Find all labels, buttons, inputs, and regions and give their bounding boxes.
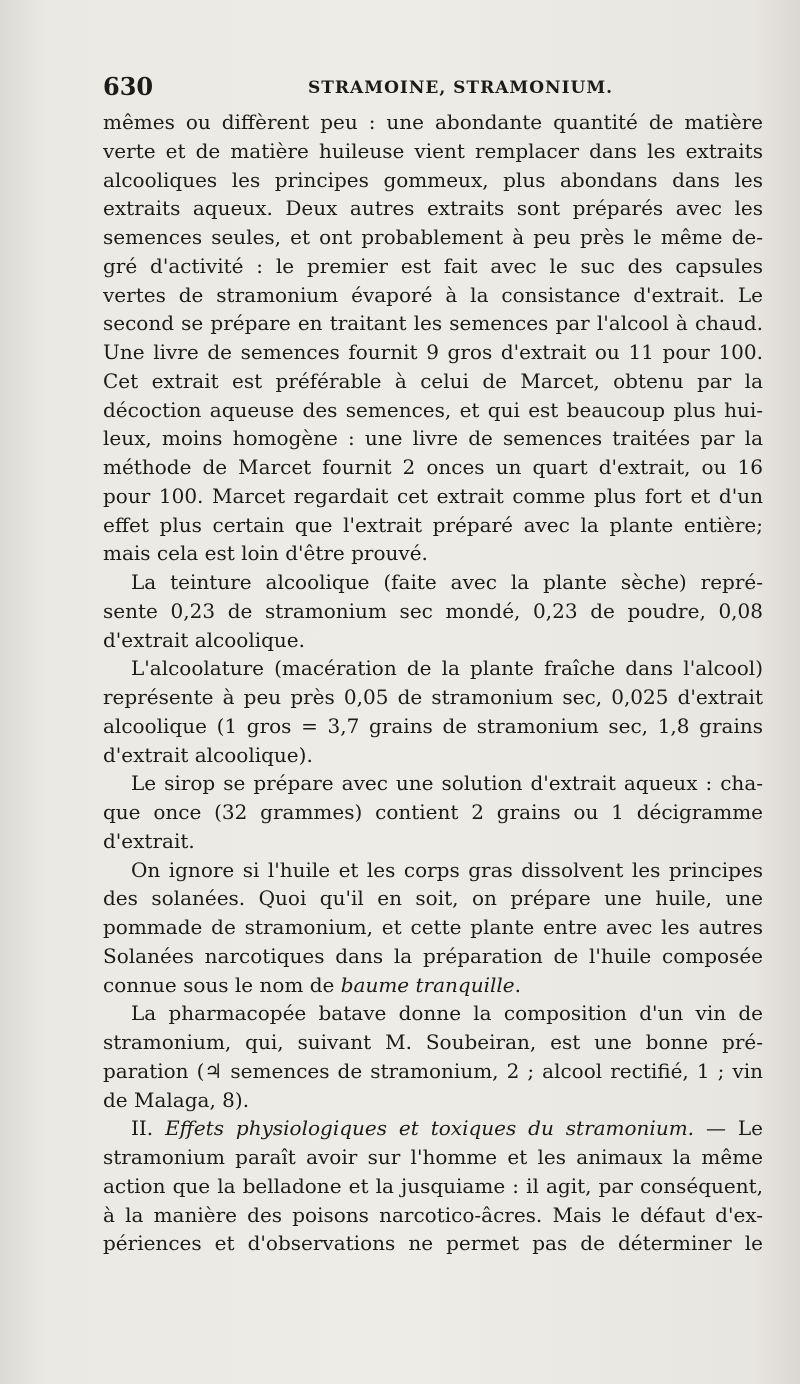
text-line: Une livre de semences fournit 9 gros d'extrait ou 11 pour 100. — [103, 340, 763, 364]
text-line: méthode de Marcet fournit 2 onces un quart d'extrait, ou 16 — [103, 455, 763, 479]
text-line: semences seules, et ont probablement à peu près le même de- — [103, 225, 763, 249]
section-number: II. — [131, 1116, 166, 1141]
text-line: à la manière des poisons narcotico-âcres. Mais le défaut d'ex- — [103, 1202, 763, 1227]
text-line: mêmes ou diffèrent peu : une abondante quantité de matière — [103, 110, 763, 134]
running-head: STRAMOINE, STRAMONIUM. — [308, 78, 614, 98]
text-line: stramonium, qui, suivant M. Soubeiran, est une bonne pré- — [103, 1030, 763, 1054]
text-line: sente 0,23 de stramonium sec mondé, 0,23 de poudre, 0,08 — [103, 598, 763, 623]
text-run: — Le — [694, 1116, 763, 1141]
text-line: paration (♃ semences de stramonium, 2 ; alcool rectifié, 1 ; vin — [103, 1058, 763, 1083]
text-line: second se prépare en traitant les semences par l'alcool à chaud. — [103, 311, 763, 336]
paragraph-start-line: L'alcoolature (macération de la plante fraîche dans l'alcool) — [131, 656, 763, 681]
text-line: d'extrait alcoolique. — [103, 627, 306, 652]
text-line-with-italic — [103, 971, 763, 1000]
text-run: . — [514, 972, 521, 997]
text-line: mais cela est loin d'être prouvé. — [103, 541, 428, 566]
section-title: Effets physiologiques et toxiques du stramonium. — [165, 1116, 695, 1141]
text-line: représente à peu près 0,05 de stramonium sec, 0,025 d'extrait — [103, 685, 763, 709]
text-line: verte et de matière huileuse vient remplacer dans les extraits — [103, 138, 763, 163]
text-line: alcoolique (1 gros = 3,7 grains de stramonium sec, 1,8 grains — [103, 713, 763, 738]
text-line: périences et d'observations ne permet pas de déterminer le — [103, 1231, 763, 1256]
text-line: pour 100. Marcet regardait cet extrait comme plus fort et d'un — [103, 483, 763, 508]
text-line: leux, moins homogène : une livre de semences traitées par la — [103, 426, 763, 451]
page-header — [103, 72, 763, 104]
text-line: gré d'activité : le premier est fait avec le suc des capsules — [103, 253, 763, 278]
text-line: effet plus certain que l'extrait préparé avec la plante entière; — [103, 512, 763, 537]
text-line: Cet extrait est préférable à celui de Marcet, obtenu par la — [103, 368, 763, 393]
text-line: décoction aqueuse des semences, et qui est beaucoup plus hui- — [103, 397, 763, 422]
text-run: connue sous le nom de — [103, 972, 341, 997]
text-line: que once (32 grammes) contient 2 grains ou 1 décigramme — [103, 800, 763, 824]
text-line: des solanées. Quoi qu'il en soit, on prépare une huile, une — [103, 886, 763, 911]
text-line: Solanées narcotiques dans la préparation de l'huile composée — [103, 943, 763, 968]
paragraph-start-line: La pharmacopée batave donne la composition d'un vin de — [131, 1001, 763, 1026]
text-line: alcooliques les principes gommeux, plus abondans dans les — [103, 167, 763, 192]
text-line: pommade de stramonium, et cette plante entre avec les autres — [103, 915, 763, 939]
paragraph-start-line: La teinture alcoolique (faite avec la plante sèche) repré- — [131, 570, 763, 594]
italic-term: baume tranquille — [340, 972, 515, 997]
text-line: extraits aqueux. Deux autres extraits sont préparés avec les — [103, 196, 763, 221]
text-line: d'extrait. — [103, 828, 195, 853]
paragraph-start-line: On ignore si l'huile et les corps gras dissolvent les principes — [131, 857, 763, 882]
paragraph-start-line: Le sirop se prépare avec une solution d'extrait aqueux : cha- — [131, 771, 763, 796]
text-line: d'extrait alcoolique). — [103, 742, 313, 767]
text-line: de Malaga, 8). — [103, 1087, 250, 1112]
text-line: vertes de stramonium évaporé à la consistance d'extrait. Le — [103, 282, 763, 307]
body-text — [103, 108, 763, 1258]
section-heading-line — [103, 1114, 763, 1143]
text-line: action que la belladone et la jusquiame : il agit, par conséquent, — [103, 1173, 763, 1198]
page-number: 630 — [103, 72, 154, 101]
text-line: stramonium paraît avoir sur l'homme et les animaux la même — [103, 1145, 763, 1169]
